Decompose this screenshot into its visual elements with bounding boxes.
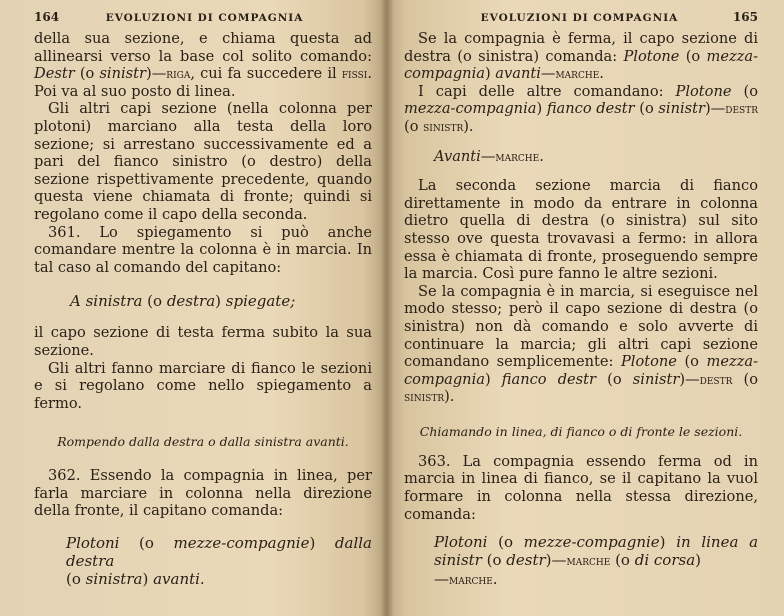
- paragraph: Se la compagnia è in marcia, si eseguisce nel modo stesso; però il capo sezione di destra (o sinistra) non dà comando e solo avverte di continuare la marcia; gli altri capi sezione comandano semplicemente: Plotone (o mezza-compagnia) fianco destr (o sinistr)—destr (o sinistr).: [404, 282, 758, 406]
- page-number: 165: [732, 10, 758, 24]
- section-subheading: Rompendo dalla destra o dalla sinistra avanti.: [57, 434, 349, 450]
- command-line: A sinistra (o destra) spiegate;: [70, 292, 296, 311]
- command-line: Avanti—marche.: [434, 147, 544, 165]
- right-page: [386, 0, 784, 616]
- paragraph-363: 363. La compagnia essendo ferma od in marcia in linea di fianco, se il capitano la vuol formare in colonna nella stessa direzione, comanda:: [404, 452, 758, 523]
- page-number: 164: [34, 10, 60, 24]
- paragraph: I capi delle altre comandano: Plotone (o mezza-compagnia) fianco destr (o sinistr)—destr (o sinistr).: [404, 82, 758, 135]
- paragraph-362: 362. Essendo la compagnia in linea, per farla marciare in colonna nella direzione della fronte, il capitano comanda:: [34, 467, 372, 520]
- running-head: EVOLUZIONI DI COMPAGNIA: [480, 12, 679, 24]
- paragraph: il capo sezione di testa ferma subito la sua sezione.: [34, 324, 372, 359]
- paragraph-361: 361. Lo spiegamento si può anche comandare mentre la colonna è in marcia. In tal caso al comando del capitano:: [34, 223, 372, 276]
- section-subheading: Chiamando in linea, di fianco o di fronte le sezioni.: [419, 423, 743, 439]
- command-block: Plotoni (o mezze-compagnie) dalla destra (o sinistra) avanti.: [66, 534, 373, 589]
- left-page: [0, 0, 386, 616]
- command-block: Plotoni (o mezze-compagnie) in linea a sinistr (o destr)—marche (o di corsa) —marche.: [434, 533, 759, 589]
- paragraph: Se la compagnia è ferma, il capo sezione di destra (o sinistra) comanda: Plotone (o mezza-compagnia) avanti—marche.: [404, 30, 758, 83]
- paragraph: della sua sezione, e chiama questa ad allinearsi verso la base col solito comando: Destr (o sinistr)—riga, cui fa succedere il fissi. Poi va al suo posto di linea.: [34, 30, 372, 100]
- paragraph: Gli altri fanno marciare di fianco le sezioni e si regolano come nello spiegamento a fermo.: [34, 359, 372, 412]
- paragraph: La seconda sezione marcia di fianco direttamente in modo da entrare in colonna dietro quella di destra (o sinistra) sul sito stesso ove questa trovavasi a fermo: in allora essa è chiamata di fronte, proseguendo sempre la marcia. Così pure fanno le altre sezioni.: [404, 177, 758, 283]
- paragraph: Gli altri capi sezione (nella colonna per plotoni) marciano alla testa della loro sezione; si arrestano successivamente ed a pari del fianco sinistro (o destro) della sezione rispettivamente precedente, quando questa viene chiamata di fronte; quindi si regolano come il capo della seconda.: [34, 100, 372, 223]
- left-page-header: [34, 10, 372, 26]
- running-head: EVOLUZIONI DI COMPAGNIA: [105, 12, 304, 24]
- right-page-header: [404, 10, 758, 26]
